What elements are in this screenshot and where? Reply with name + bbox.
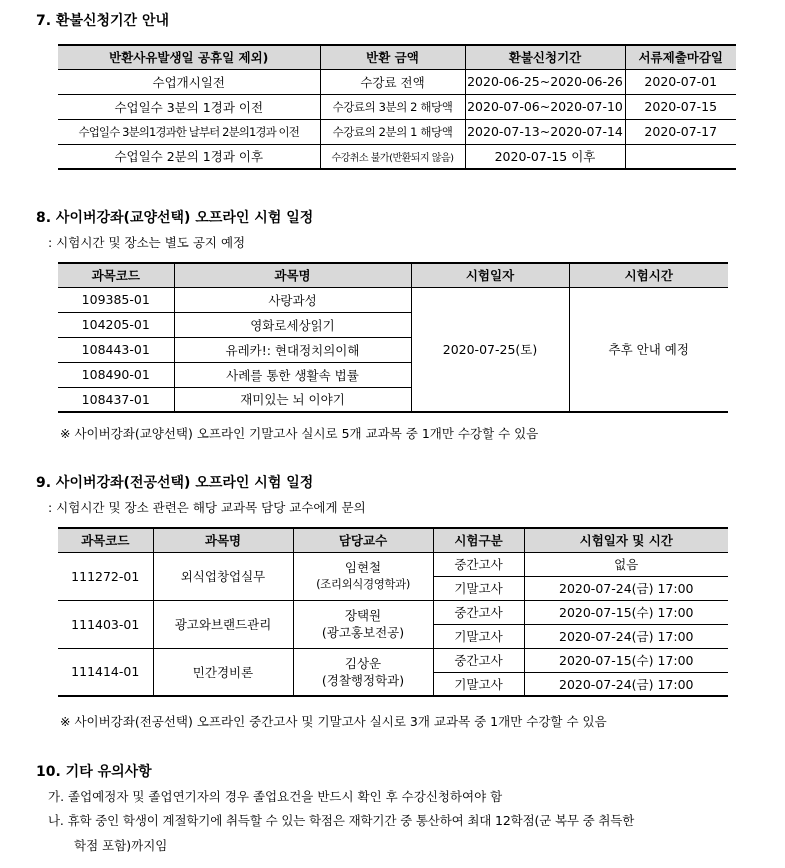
refund-period: 2020-06-25~2020-06-26 xyxy=(465,69,625,94)
liberal-header-time: 시험시간 xyxy=(569,263,728,287)
liberal-course-code: 109385-01 xyxy=(58,287,174,312)
refund-header-period: 환불신청기간 xyxy=(465,45,625,69)
liberal-header-name: 과목명 xyxy=(174,263,411,287)
professor-name: 김상운 xyxy=(344,655,382,671)
section8-title: 8. 사이버강좌(교양선택) 오프라인 시험 일정 xyxy=(36,210,314,226)
exam-datetime: 2020-07-15(수) 17:00 xyxy=(524,600,728,624)
refund-header-amount: 반환 금액 xyxy=(320,45,465,69)
exam-datetime: 2020-07-24(금) 17:00 xyxy=(524,624,728,648)
major-exam-table xyxy=(58,527,728,697)
professor-department: (경찰행정학과) xyxy=(321,672,405,688)
major-course-name: 광고와브랜드관리 xyxy=(153,600,293,648)
section10-title: 10. 기타 유의사항 xyxy=(36,764,152,780)
major-header-type: 시험구분 xyxy=(433,528,524,552)
major-course-professor xyxy=(293,552,433,600)
liberal-course-name: 영화로세상읽기 xyxy=(174,312,411,337)
major-course-professor xyxy=(293,648,433,696)
exam-type: 중간고사 xyxy=(433,552,524,576)
major-course-name: 외식업창업실무 xyxy=(153,552,293,600)
major-header-prof: 담당교수 xyxy=(293,528,433,552)
refund-amount: 수강료 전액 xyxy=(320,69,465,94)
refund-reason: 수업일수 2분의 1경과 이후 xyxy=(58,144,320,169)
liberal-course-code: 108443-01 xyxy=(58,337,174,362)
section9-title: 9. 사이버강좌(전공선택) 오프라인 시험 일정 xyxy=(36,475,314,491)
professor-name: 임현철 xyxy=(344,560,382,575)
refund-period: 2020-07-13~2020-07-14 xyxy=(465,119,625,144)
exam-datetime: 2020-07-15(수) 17:00 xyxy=(524,648,728,672)
major-course-name: 민간경비론 xyxy=(153,648,293,696)
refund-header-reason: 반환사유발생일 공휴일 제외) xyxy=(58,45,320,69)
major-header-name: 과목명 xyxy=(153,528,293,552)
liberal-course-name: 사례를 통한 생활속 법률 xyxy=(174,362,411,387)
notice-item-na-line1: 나. 휴학 중인 학생이 계절학기에 취득할 수 있는 학점은 재학기간 중 통산하여 최대 12학점(군 복무 중 취득한 xyxy=(48,813,635,828)
professor-department: (조리외식경영학과) xyxy=(316,577,410,591)
notice-item-na-line2: 학점 포함)까지임 xyxy=(74,838,168,853)
major-header-when: 시험일자 및 시간 xyxy=(524,528,728,552)
liberal-header-date: 시험일자 xyxy=(411,263,569,287)
exam-datetime: 2020-07-24(금) 17:00 xyxy=(524,576,728,600)
professor-name: 장택원 xyxy=(344,608,382,623)
refund-amount: 수강료의 2분의 1 해당액 xyxy=(320,119,465,144)
exam-type: 중간고사 xyxy=(433,648,524,672)
table-row xyxy=(58,94,736,119)
major-header-code: 과목코드 xyxy=(58,528,153,552)
liberal-header-code: 과목코드 xyxy=(58,263,174,287)
table-row xyxy=(58,119,736,144)
refund-header-deadline: 서류제출마감일 xyxy=(625,45,736,69)
table-row xyxy=(58,69,736,94)
liberal-course-name: 재미있는 뇌 이야기 xyxy=(174,387,411,412)
table-row xyxy=(58,287,728,312)
section9-subtitle: : 시험시간 및 장소 관련은 해당 교과목 담당 교수에게 문의 xyxy=(48,500,366,515)
exam-datetime: 2020-07-24(금) 17:00 xyxy=(524,672,728,696)
major-course-code: 111403-01 xyxy=(58,600,153,648)
refund-deadline xyxy=(625,144,736,169)
refund-amount: 수강료의 3분의 2 해당액 xyxy=(320,94,465,119)
exam-type: 중간고사 xyxy=(433,600,524,624)
refund-reason: 수업개시일전 xyxy=(58,69,320,94)
refund-amount: 수강취소 불가(반환되지 않음) xyxy=(320,144,465,169)
section8-note: ※ 사이버강좌(교양선택) 오프라인 기말고사 실시로 5개 교과목 중 1개만 수강할 수 있음 xyxy=(60,426,539,441)
refund-period: 2020-07-15 이후 xyxy=(465,144,625,169)
table-row xyxy=(58,600,728,624)
section7-title: 7. 환불신청기간 안내 xyxy=(36,13,169,29)
notice-item-ga: 가. 졸업예정자 및 졸업연기자의 경우 졸업요건을 반드시 확인 후 수강신청하여야 함 xyxy=(48,789,503,804)
table-row xyxy=(58,648,728,672)
exam-datetime: 없음 xyxy=(524,552,728,576)
major-course-code: 111272-01 xyxy=(58,552,153,600)
table-row xyxy=(58,144,736,169)
liberal-exam-date: 2020-07-25(토) xyxy=(411,287,569,412)
liberal-exam-table xyxy=(58,262,728,413)
section9-note: ※ 사이버강좌(전공선택) 오프라인 중간고사 및 기말고사 실시로 3개 교과목 중 1개만 수강할 수 있음 xyxy=(60,714,607,729)
exam-type: 기말고사 xyxy=(433,624,524,648)
refund-table xyxy=(58,44,736,170)
liberal-course-code: 104205-01 xyxy=(58,312,174,337)
refund-reason: 수업일수 3분의 1경과 이전 xyxy=(58,94,320,119)
liberal-course-code: 108437-01 xyxy=(58,387,174,412)
refund-deadline: 2020-07-15 xyxy=(625,94,736,119)
exam-type: 기말고사 xyxy=(433,576,524,600)
major-course-professor xyxy=(293,600,433,648)
table-row xyxy=(58,552,728,576)
section8-subtitle: : 시험시간 및 장소는 별도 공지 예정 xyxy=(48,235,246,250)
professor-department: (광고홍보전공) xyxy=(321,625,405,640)
exam-type: 기말고사 xyxy=(433,672,524,696)
liberal-course-code: 108490-01 xyxy=(58,362,174,387)
refund-reason: 수업일수 3분의1경과한 날부터 2분의1경과 이전 xyxy=(58,119,320,144)
major-course-code: 111414-01 xyxy=(58,648,153,696)
liberal-course-name: 유레카!: 현대정치의이해 xyxy=(174,337,411,362)
liberal-course-name: 사랑과성 xyxy=(174,287,411,312)
refund-deadline: 2020-07-17 xyxy=(625,119,736,144)
refund-period: 2020-07-06~2020-07-10 xyxy=(465,94,625,119)
refund-deadline: 2020-07-01 xyxy=(625,69,736,94)
liberal-exam-time: 추후 안내 예정 xyxy=(569,287,728,412)
